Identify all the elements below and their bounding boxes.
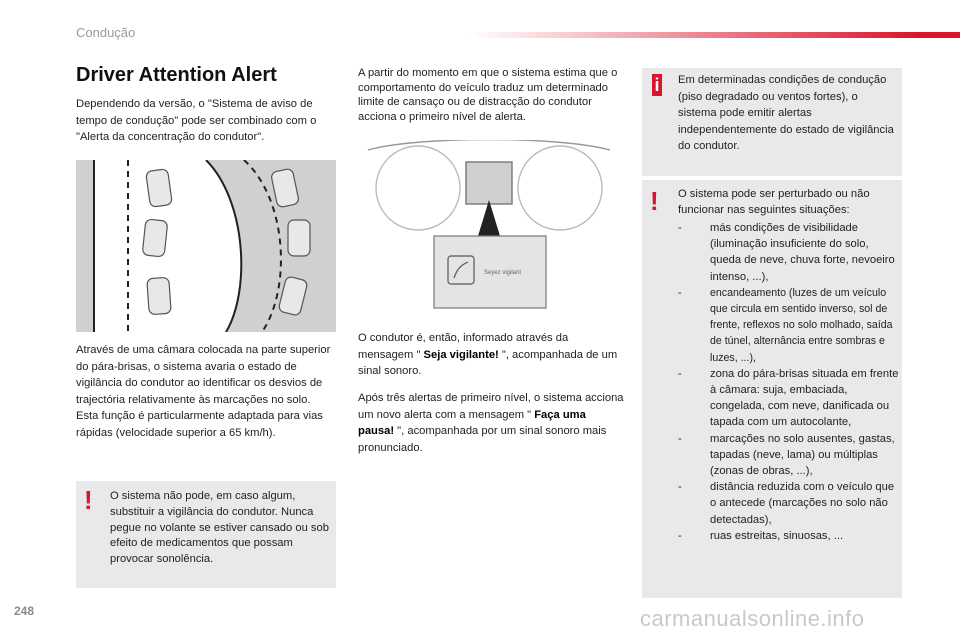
alert-level-paragraph: A partir do momento em que o sistema estima que o comportamento do veículo traduz um determinado limite de cansaço ou de distracção do condutor acciona o primeiro nível de alerta.: [358, 67, 618, 123]
header-accent-bar: [470, 32, 960, 38]
section-title: Condução: [76, 25, 136, 40]
second-alert-paragraph: Após três alertas de primeiro nível, o sistema acciona um novo alerta com a mensagem " Faça uma pausa! ", acompanhada por um sinal sonoro mais pronunciado.: [358, 392, 624, 454]
info-icon: i: [652, 74, 662, 96]
info-text: Em determinadas condições de condução (piso degradado ou ventos fortes), o sistema pode emitir alertas independentemente do estado de vigilância do condutor.: [678, 74, 894, 152]
page-title: Driver Attention Alert: [76, 64, 277, 86]
first-alert-message: Seja vigilante!: [423, 348, 499, 361]
dashboard-display-illustration: [358, 140, 620, 310]
display-message-text: Seyez vigilant: [484, 270, 522, 276]
second-alert-message: Faça uma pausa!: [358, 408, 586, 437]
list-item: - más condições de visibilidade (iluminação insuficiente do solo, queda de neve, chuva forte, nevoeiro intenso, ...),: [678, 220, 900, 285]
warning-text-left: O sistema não pode, em caso algum, substituir a vigilância do condutor. Nunca pegue no volante se estiver cansado ou sob efeito de medicamentos que possam provocar sonolência.: [110, 490, 329, 566]
list-item: - marcações no solo ausentes, gastas, tapadas (neve, lama) ou múltiplas (zonas de obras, ...),: [678, 431, 900, 480]
lane-drift-illustration: [76, 160, 336, 332]
watermark: carmanualsonline.info: [640, 606, 865, 631]
list-item: - distância reduzida com o veículo que o antecede (marcações no solo não detectadas),: [678, 479, 900, 528]
exclamation-icon: !: [650, 186, 659, 216]
description-paragraph: Através de uma câmara colocada na parte superior do pára-brisas, o sistema avaria o estado de vigilância do condutor ao identificar os desvios de trajectória relativamente às marcações no solo.: [76, 344, 331, 406]
usage-paragraph: Esta função é particularmente adaptada para vias rápidas (velocidade superior a 65 km/h).: [76, 410, 323, 439]
exclamation-icon: !: [84, 485, 93, 515]
warning-box-right: [642, 180, 902, 598]
list-item: - ruas estreitas, sinuosas, ...: [678, 528, 900, 544]
warning-intro: O sistema pode ser perturbado ou não funcionar nas seguintes situações:: [678, 188, 870, 217]
page-number: 248: [14, 604, 35, 618]
list-item: - zona do pára-brisas situada em frente à câmara: suja, embaciada, congelada, com neve, danificada ou tapada com um autocolante,: [678, 366, 900, 431]
intro-paragraph: Dependendo da versão, o "Sistema de aviso de tempo de condução" pode ser combinado com o "Alerta da concentração do condutor".: [76, 98, 317, 143]
disturbance-list: [678, 220, 900, 544]
warning-box-left: [76, 481, 336, 588]
list-item: - encandeamento (luzes de um veículo que circula em sentido inverso, sol de frente, reflexos no solo molhado, saída de túnel, alternância entre sombras e luzes, ...),: [678, 285, 900, 366]
first-alert-paragraph: O condutor é, então, informado através da mensagem " Seja vigilante! ", acompanhada de um sinal sonoro.: [358, 332, 618, 377]
info-box: [642, 68, 902, 176]
